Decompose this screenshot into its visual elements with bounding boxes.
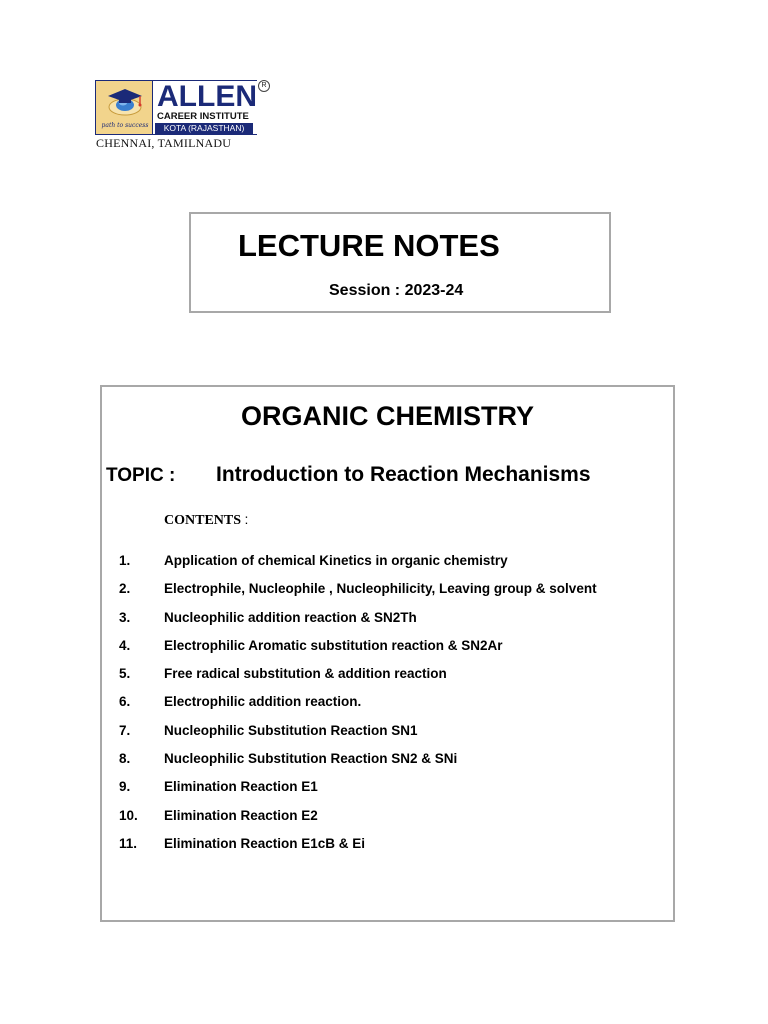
allen-logo bbox=[95, 80, 267, 136]
logo-institute: CAREER INSTITUTE bbox=[157, 111, 249, 122]
logo-wordmark bbox=[153, 80, 257, 135]
item-text: Elimination Reaction E2 bbox=[164, 807, 318, 823]
item-number: 3. bbox=[119, 609, 131, 625]
item-number: 8. bbox=[119, 751, 131, 767]
item-text: Elimination Reaction E1cB & Ei bbox=[164, 835, 366, 851]
item-text: Electrophilic addition reaction. bbox=[164, 694, 362, 710]
item-text: Application of chemical Kinetics in organic chemistry bbox=[164, 553, 508, 568]
item-text: Electrophile, Nucleophile , Nucleophilicity, Leaving group & solvent bbox=[164, 581, 597, 597]
item-number: 7. bbox=[119, 722, 131, 738]
item-text: Elimination Reaction E1 bbox=[164, 779, 318, 795]
item-number: 1. bbox=[119, 553, 131, 568]
graduation-cap-icon bbox=[104, 87, 146, 117]
item-text: Nucleophilic Substitution Reaction SN2 & SNi bbox=[164, 751, 458, 767]
subject-heading: ORGANIC CHEMISTRY bbox=[240, 401, 534, 431]
registered-mark-icon: R bbox=[258, 80, 270, 92]
session-label: Session : 2023-24 bbox=[329, 282, 464, 299]
contents-colon: : bbox=[244, 511, 249, 527]
contents-heading bbox=[164, 511, 248, 529]
contents-heading-text: CONTENTS bbox=[164, 513, 242, 528]
page-title: LECTURE NOTES bbox=[238, 228, 500, 263]
topic-label: TOPIC : bbox=[106, 465, 176, 486]
item-number: 2. bbox=[119, 581, 131, 597]
logo-location-badge: KOTA (RAJASTHAN) bbox=[155, 123, 253, 134]
logo-tagline: path to success bbox=[101, 122, 149, 129]
item-text: Free radical substitution & addition reaction bbox=[164, 666, 447, 682]
item-number: 6. bbox=[119, 694, 131, 710]
item-text: Electrophilic Aromatic substitution reaction & SN2Ar bbox=[164, 637, 503, 653]
logo-brand: ALLEN bbox=[157, 80, 257, 113]
topic-title: Introduction to Reaction Mechanisms bbox=[216, 463, 591, 486]
contents-box bbox=[100, 385, 675, 922]
item-text: Nucleophilic addition reaction & SN2Th bbox=[164, 609, 417, 625]
logo-emblem bbox=[95, 80, 153, 135]
item-number: 5. bbox=[119, 666, 131, 682]
lecture-notes-box bbox=[189, 212, 611, 313]
item-number: 9. bbox=[119, 779, 131, 795]
item-text: Nucleophilic Substitution Reaction SN1 bbox=[164, 722, 418, 738]
item-number: 4. bbox=[119, 637, 131, 653]
item-number: 10. bbox=[119, 807, 138, 823]
topic-row bbox=[106, 463, 591, 487]
item-number: 11. bbox=[119, 835, 138, 851]
logo-city: CHENNAI, TAMILNADU bbox=[96, 136, 232, 150]
